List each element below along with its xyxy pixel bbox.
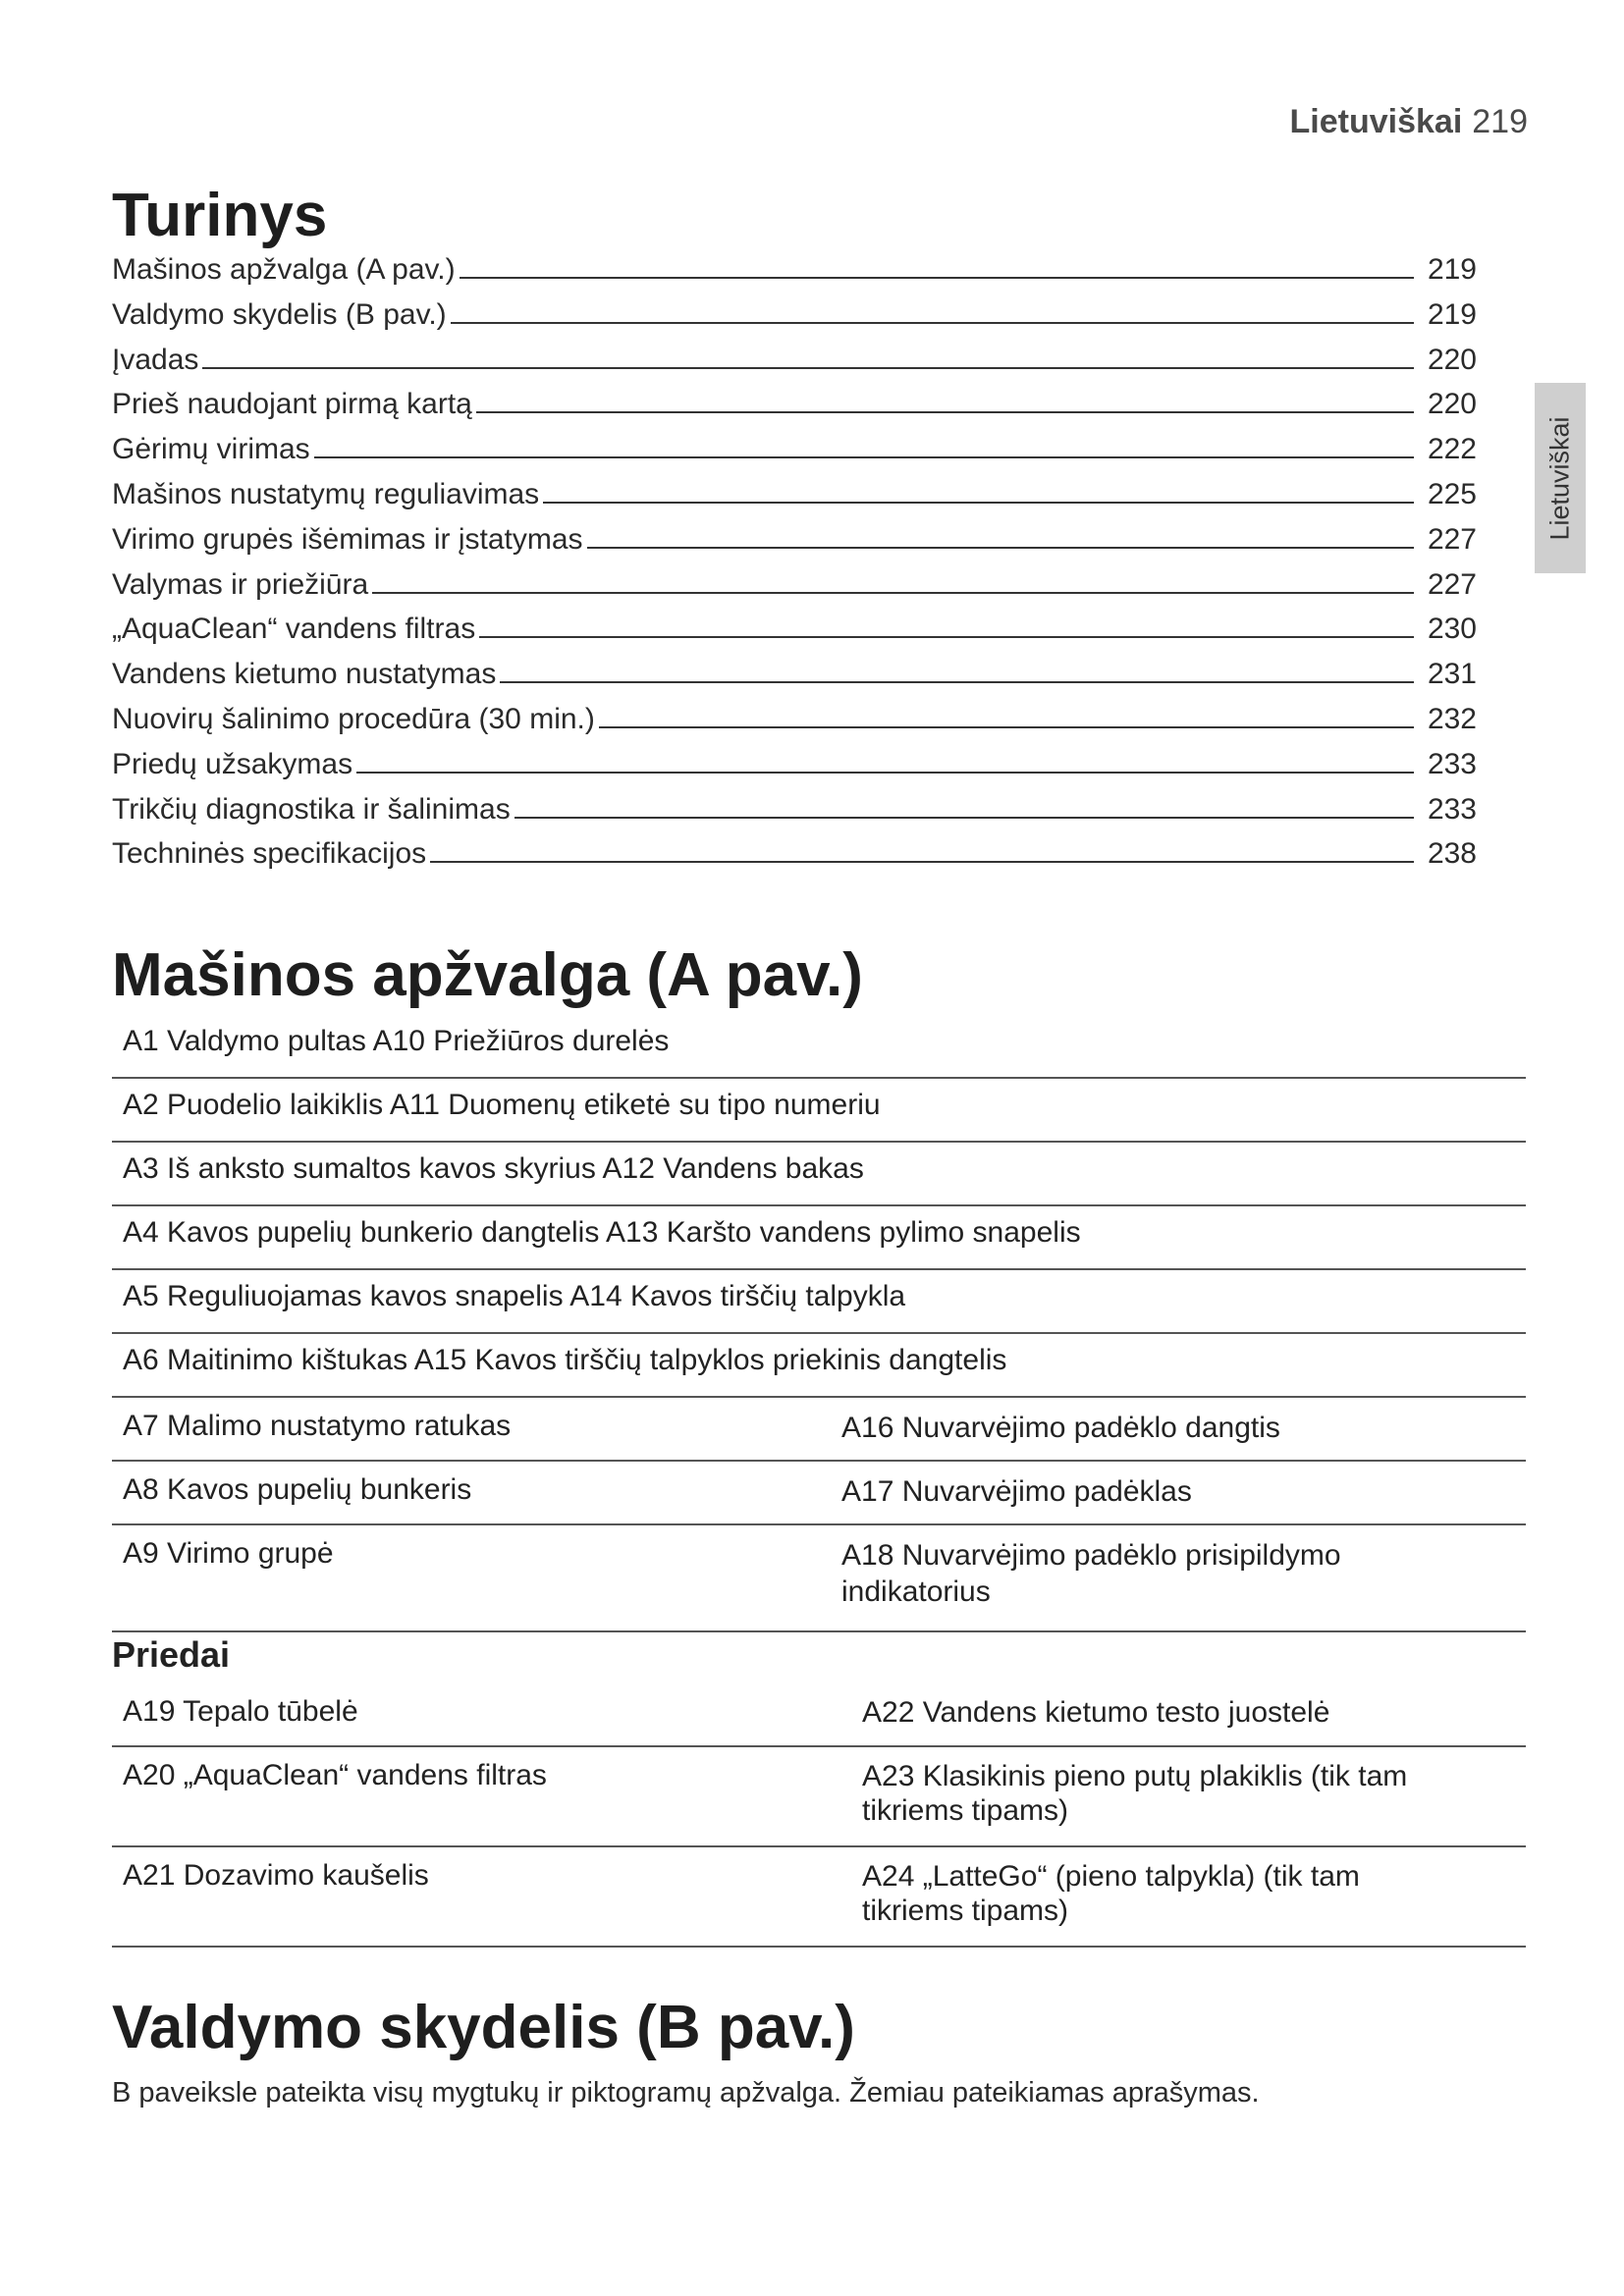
table-row [112, 1462, 1526, 1525]
table-row [112, 1683, 1526, 1747]
table-of-contents [112, 253, 1477, 882]
toc-entry-title: Valdymo skydelis (B pav.) [112, 297, 447, 331]
part-item: A1 Valdymo pultas A10 Priežiūros durelės [123, 1025, 670, 1057]
toc-entry[interactable] [112, 793, 1477, 838]
toc-entry-page: 219 [1427, 253, 1477, 286]
table-row [112, 1398, 1526, 1462]
toc-entry-title: Mašinos apžvalga (A pav.) [112, 253, 456, 286]
side-tab-label: Lietuviškai [1544, 415, 1575, 541]
toc-leader [514, 817, 1414, 819]
accessory-item-left: A21 Dozavimo kaušelis [123, 1859, 429, 1892]
toc-leader [460, 277, 1414, 279]
toc-entry[interactable] [112, 433, 1477, 478]
part-item: A4 Kavos pupelių bunkerio dangtelis A13 Karšto vandens pylimo snapelis [123, 1216, 1081, 1249]
toc-entry-title: Mašinos nustatymų reguliavimas [112, 477, 540, 510]
toc-entry-page: 232 [1427, 702, 1477, 735]
header-language: Lietuviškai [1289, 103, 1463, 140]
toc-entry-title: Vandens kietumo nustatymas [112, 658, 497, 691]
toc-entry-page: 231 [1427, 658, 1477, 691]
toc-entry-page: 233 [1427, 747, 1477, 780]
accessory-item-left: A20 „AquaClean“ vandens filtras [123, 1759, 547, 1791]
toc-leader [372, 592, 1414, 594]
toc-entry[interactable] [112, 253, 1477, 298]
toc-entry[interactable] [112, 568, 1477, 614]
part-item-right: A17 Nuvarvėjimo padėklas [841, 1475, 1192, 1508]
language-side-tab [1535, 383, 1586, 573]
toc-entry[interactable] [112, 478, 1477, 523]
table-row [112, 1847, 1526, 1948]
toc-entry-title: Virimo grupės išėmimas ir įstatymas [112, 522, 583, 556]
toc-entry-page: 219 [1427, 297, 1477, 331]
toc-entry-page: 220 [1427, 343, 1477, 376]
toc-leader [356, 772, 1414, 774]
table-row [112, 1143, 1526, 1206]
control-panel-intro: B paveiksle pateikta visų mygtukų ir piktogramų apžvalga. Žemiau pateikiamas aprašymas. [112, 2077, 1260, 2109]
toc-leader [599, 726, 1414, 728]
table-row [112, 1525, 1526, 1632]
part-item: A5 Reguliuojamas kavos snapelis A14 Kavos tirščių talpykla [123, 1280, 906, 1312]
toc-leader [314, 456, 1414, 458]
toc-entry[interactable] [112, 613, 1477, 658]
toc-entry-page: 227 [1427, 522, 1477, 556]
table-row [112, 1079, 1526, 1143]
accessory-item-left: A19 Tepalo tūbelė [123, 1695, 358, 1728]
part-item-left: A9 Virimo grupė [123, 1537, 334, 1570]
toc-entry-title: Techninės specifikacijos [112, 837, 427, 871]
toc-leader [202, 367, 1414, 369]
toc-entry-page: 220 [1427, 388, 1477, 421]
toc-entry-title: Prieš naudojant pirmą kartą [112, 388, 472, 421]
toc-entry[interactable] [112, 658, 1477, 703]
toc-entry-page: 222 [1427, 433, 1477, 466]
toc-leader [479, 636, 1414, 638]
toc-entry-page: 230 [1427, 613, 1477, 646]
toc-leader [451, 322, 1414, 324]
page-number: 219 [1472, 103, 1528, 140]
toc-entry-title: Įvadas [112, 343, 199, 376]
toc-entry-title: Nuovirų šalinimo procedūra (30 min.) [112, 702, 595, 735]
toc-leader [476, 411, 1414, 413]
accessory-item-right: A24 „LatteGo“ (pieno talpykla) (tik tam tikriems tipams) [862, 1860, 1360, 1927]
toc-entry-page: 225 [1427, 477, 1477, 510]
table-row [112, 1747, 1526, 1847]
accessories-title: Priedai [112, 1634, 231, 1675]
toc-entry[interactable] [112, 748, 1477, 793]
accessories-table [112, 1683, 1526, 1948]
accessory-item-right: A22 Vandens kietumo testo juostelė [862, 1696, 1330, 1729]
toc-entry[interactable] [112, 388, 1477, 433]
toc-entry-title: Valymas ir priežiūra [112, 567, 369, 601]
table-row [112, 1270, 1526, 1334]
toc-entry-title: Gėrimų virimas [112, 433, 310, 466]
toc-entry[interactable] [112, 837, 1477, 882]
toc-entry-title: „AquaClean“ vandens filtras [112, 613, 476, 646]
overview-title: Mašinos apžvalga (A pav.) [112, 941, 863, 1009]
toc-entry[interactable] [112, 298, 1477, 344]
part-item-right: A18 Nuvarvėjimo padėklo prisipildymo indikatorius [841, 1539, 1341, 1608]
part-item-right: A16 Nuvarvėjimo padėklo dangtis [841, 1412, 1280, 1444]
part-item-left: A8 Kavos pupelių bunkeris [123, 1473, 472, 1506]
toc-leader [587, 547, 1414, 549]
toc-entry[interactable] [112, 703, 1477, 748]
toc-entry-title: Priedų užsakymas [112, 747, 353, 780]
toc-leader [543, 502, 1414, 504]
toc-entry-title: Trikčių diagnostika ir šalinimas [112, 792, 511, 826]
toc-entry[interactable] [112, 523, 1477, 568]
toc-leader [500, 681, 1414, 683]
toc-title: Turinys [112, 182, 328, 249]
parts-table [112, 1015, 1526, 1632]
part-item: A6 Maitinimo kištukas A15 Kavos tirščių talpyklos priekinis dangtelis [123, 1344, 1007, 1376]
toc-entry-page: 238 [1427, 837, 1477, 871]
part-item-left: A7 Malimo nustatymo ratukas [123, 1410, 512, 1442]
accessory-item-right: A23 Klasikinis pieno putų plakiklis (tik tam tikriems tipams) [862, 1760, 1408, 1827]
part-item: A2 Puodelio laikiklis A11 Duomenų etiketė su tipo numeriu [123, 1089, 881, 1121]
toc-entry[interactable] [112, 344, 1477, 389]
table-row [112, 1334, 1526, 1398]
control-panel-title: Valdymo skydelis (B pav.) [112, 1994, 855, 2061]
toc-leader [430, 861, 1414, 863]
table-row [112, 1015, 1526, 1079]
table-row [112, 1206, 1526, 1270]
part-item: A3 Iš anksto sumaltos kavos skyrius A12 Vandens bakas [123, 1152, 864, 1185]
page-header [1290, 103, 1528, 141]
toc-entry-page: 227 [1427, 567, 1477, 601]
toc-entry-page: 233 [1427, 792, 1477, 826]
